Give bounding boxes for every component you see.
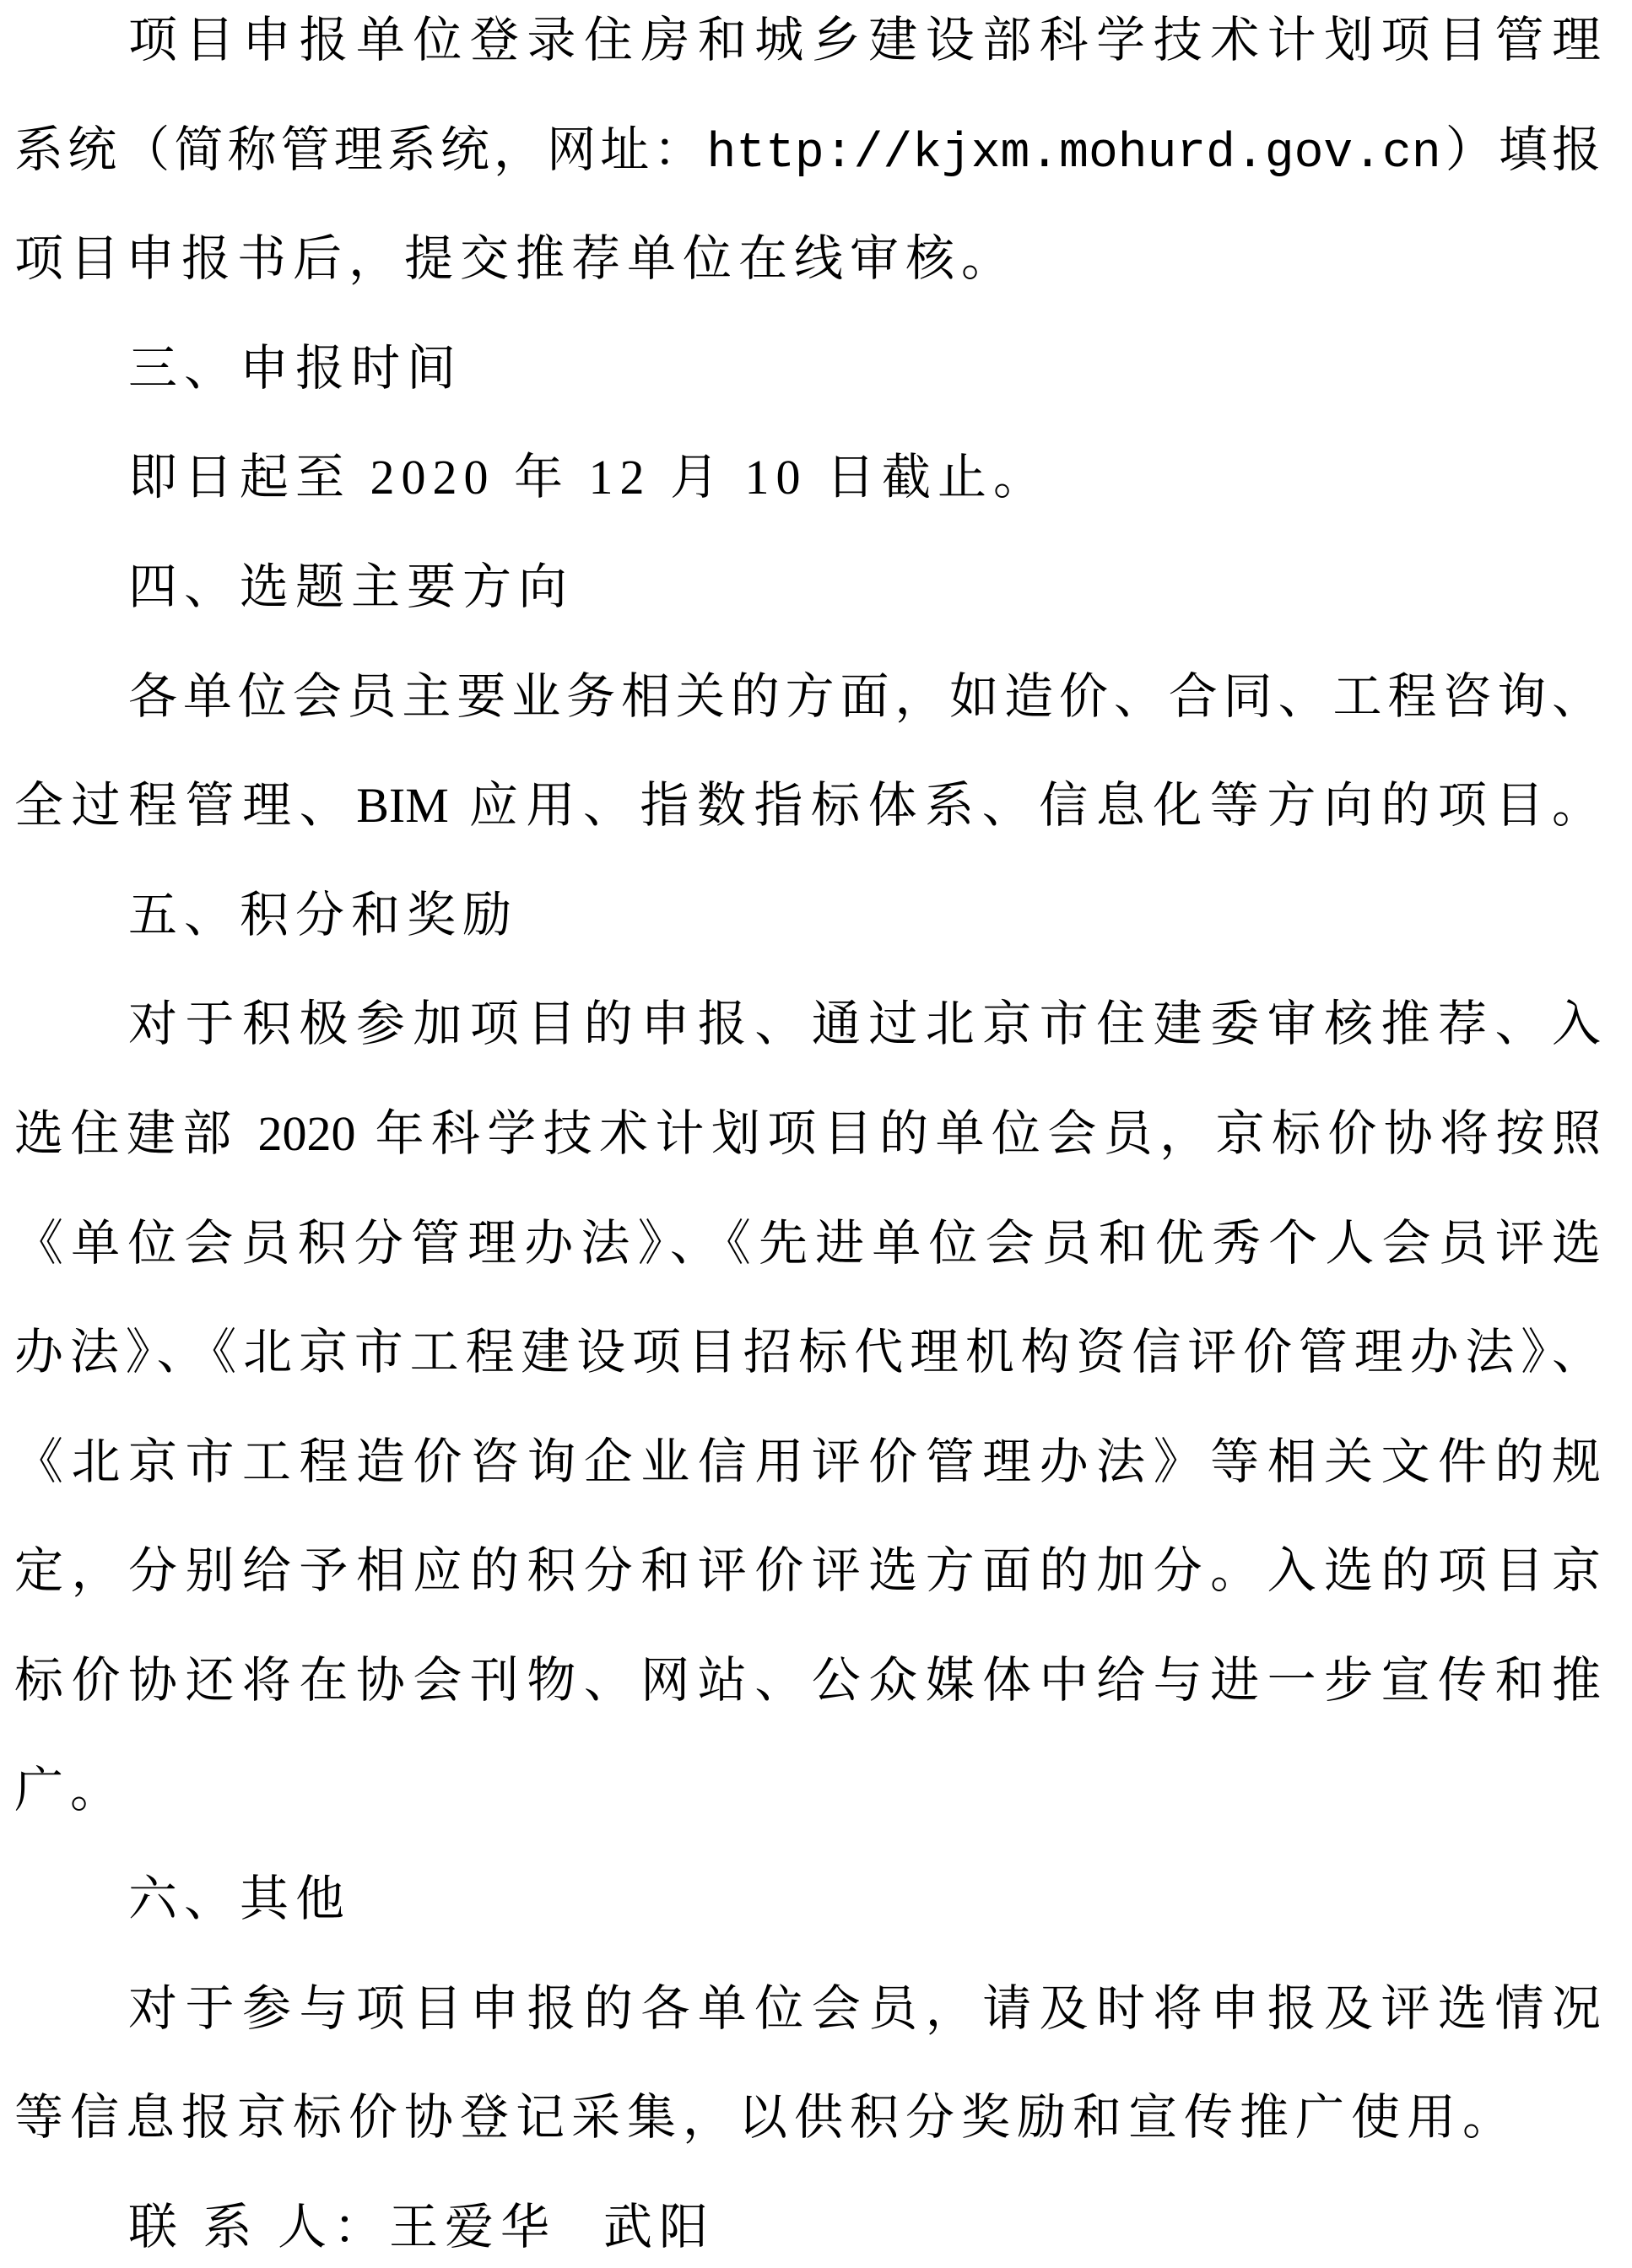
text-line: 各单位会员主要业务相关的方面，如造价、合同、工程咨询、: [128, 668, 1601, 724]
text-line: 《单位会员积分管理办法》、《先进单位会员和优秀个人会员评选: [14, 1215, 1601, 1271]
text-segment: 系统（简称管理系统，网址：: [14, 122, 707, 177]
text-line: 广。: [14, 1762, 127, 1817]
text-line: 标价协还将在协会刊物、网站、公众媒体中给与进一步宣传和推: [14, 1652, 1601, 1708]
section-application-time: [14, 328, 1601, 519]
text-line: 项目申报单位登录住房和城乡建设部科学技术计划项目管理: [128, 13, 1601, 68]
submission-paragraph: [14, 0, 1601, 300]
document-page: [14, 0, 1601, 2268]
text-line: 等信息报京标价协登记采集，以供积分奖励和宣传推广使用。: [14, 2090, 1519, 2146]
contact-name: 武阳: [603, 2199, 716, 2254]
section-heading: 六、其他: [128, 1871, 352, 1927]
text-line: 定，分别给予相应的积分和评价评选方面的加分。入选的项目京: [14, 1543, 1601, 1599]
text-line: 全过程管理、BIM 应用、指数指标体系、信息化等方向的项目。: [14, 778, 1601, 834]
text-line: 对于参与项目申报的各单位会员，请及时将申报及评选情况: [128, 1980, 1601, 2036]
text-line: 项目申报书后，提交推荐单位在线审核。: [14, 231, 1018, 287]
text-line: 对于积极参加项目的申报、通过北京市住建委审核推荐、入: [128, 996, 1601, 1052]
contact-line: [14, 2187, 1601, 2268]
section-heading: 三、申报时间: [128, 340, 463, 396]
text-line-with-url: [14, 110, 1601, 191]
section-heading: 四、选题主要方向: [128, 559, 575, 614]
text-line: 《北京市工程造价咨询企业信用评价管理办法》等相关文件的规: [14, 1434, 1601, 1489]
section-topic-directions: [14, 547, 1601, 846]
system-url: http://kjxm.mohurd.gov.cn: [706, 126, 1441, 181]
text-line: 选住建部 2020 年科学技术计划项目的单位会员，京标价协将按照: [14, 1105, 1601, 1161]
text-line: 办法》、《北京市工程建设项目招标代理机构资信评价管理办法》、: [14, 1325, 1601, 1380]
text-line: 即日起至 2020 年 12 月 10 日截止。: [128, 450, 1050, 505]
contact-name: 王爱华: [389, 2199, 557, 2254]
section-points-and-rewards: [14, 875, 1601, 1831]
contact-label: 联 系 人：: [128, 2199, 390, 2254]
section-other: [14, 1859, 1601, 2268]
section-heading: 五、积分和奖励: [128, 887, 519, 942]
text-segment: ）填报: [1440, 122, 1601, 177]
